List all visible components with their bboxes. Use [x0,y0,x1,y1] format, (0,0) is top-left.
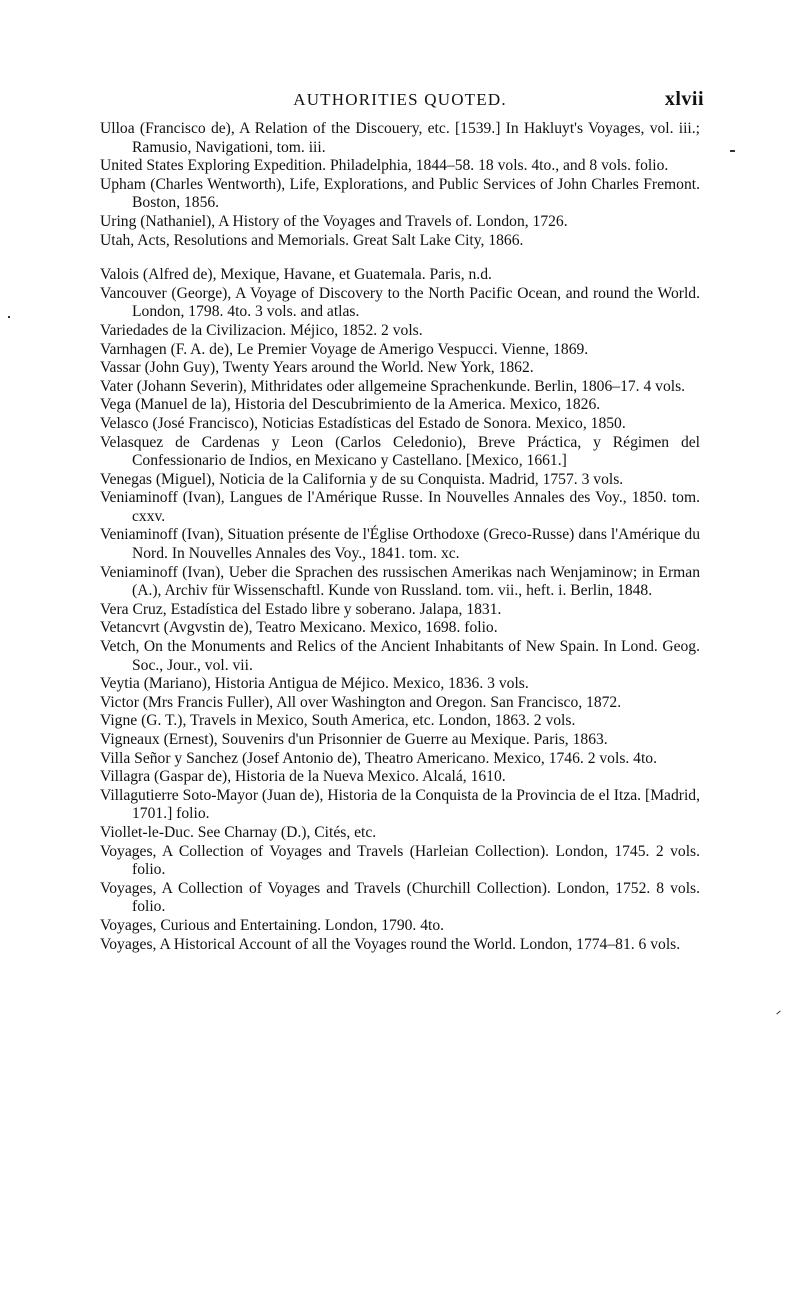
bibliography-entry: Velasco (José Francisco), Noticias Estadísticas del Estado de Sonora. Mexico, 1850. [100,414,626,432]
bibliography-entry: Utah, Acts, Resolutions and Memorials. Great Salt Lake City, 1866. [100,231,524,249]
bibliography-entry: United States Exploring Expedition. Philadelphia, 1844–58. 18 vols. 4to., and 8 vols. folio. [100,157,669,175]
bibliography-entry: Villagra (Gaspar de), Historia de la Nueva Mexico. Alcalá, 1610. [100,768,506,786]
bibliography-entry: Voyages, Curious and Entertaining. London, 1790. 4to. [100,916,445,934]
bibliography-entry: Venegas (Miguel), Noticia de la California y de su Conquista. Madrid, 1757. 3 vols. [100,470,624,488]
running-title: AUTHORITIES QUOTED. [293,90,507,109]
bibliography-entry: Voyages, A Historical Account of all the Voyages round the World. London, 1774–81. 6 vols. [100,935,681,953]
bibliography-section-v [100,266,700,954]
bibliography-entry: Velasquez de Cardenas y Leon (Carlos Celedonio), Breve Práctica, y Régimen del Confessionario de Indios, en Mexicano y Castellano. [Mexico, 1661.] [100,433,700,470]
bibliography-entry: Vega (Manuel de la), Historia del Descubrimiento de la America. Mexico, 1826. [100,396,601,414]
bibliography-entry: Vancouver (George), A Voyage of Discovery to the North Pacific Ocean, and round the World. London, 1798. 4to. 3 vols. and atlas. [100,284,700,321]
bibliography-entry: Veytia (Mariano), Historia Antigua de Méjico. Mexico, 1836. 3 vols. [100,675,529,693]
bibliography-entry: Valois (Alfred de), Mexique, Havane, et Guatemala. Paris, n.d. [100,266,492,284]
bibliography-entry: Veniaminoff (Ivan), Ueber die Sprachen des russischen Amerikas nach Wenjaminow; in Erman (A.), Archiv für Wissenschaftl. Kunde von Russland. tom. vii., heft. i. Berlin, 1848. [100,563,700,600]
bibliography-entry: Villa Señor y Sanchez (Josef Antonio de), Theatro Americano. Mexico, 1746. 2 vols. 4to. [100,749,658,767]
bibliography-entry: Ulloa (Francisco de), A Relation of the Discouery, etc. [1539.] In Hakluyt's Voyages, vol. iii.; Ramusio, Navigationi, tom. iii. [100,120,700,156]
bibliography-entry: Vigne (G. T.), Travels in Mexico, South America, etc. London, 1863. 2 vols. [100,712,576,730]
bibliography-entry: Vetch, On the Monuments and Relics of the Ancient Inhabitants of New Spain. In Lond. Geog. Soc., Jour., vol. vii. [100,638,700,674]
running-header [100,84,704,120]
bibliography-entry: Vera Cruz, Estadística del Estado libre y soberano. Jalapa, 1831. [100,600,502,618]
bibliography-entry: Viollet-le-Duc. See Charnay (D.), Cités, etc. [100,823,377,841]
bibliography-entry: Upham (Charles Wentworth), Life, Explorations, and Public Services of John Charles Fremont. Boston, 1856. [100,175,700,212]
bibliography-entry: Vigneaux (Ernest), Souvenirs d'un Prisonnier de Guerre au Mexique. Paris, 1863. [100,731,608,748]
scan-speck [776,1011,780,1015]
book-page [100,84,704,954]
bibliography-entry: Vassar (John Guy), Twenty Years around the World. New York, 1862. [100,359,534,377]
bibliography-entry: Vater (Johann Severin), Mithridates oder allgemeine Sprachenkunde. Berlin, 1806–17. 4 vols. [100,377,686,395]
bibliography-entry: Uring (Nathaniel), A History of the Voyages and Travels of. London, 1726. [100,212,568,230]
scan-speck [730,150,735,152]
bibliography-entry: Villagutierre Soto-Mayor (Juan de), Historia de la Conquista de la Provincia de el Itza. [Madrid, 1701.] folio. [100,786,700,823]
bibliography-entry: Voyages, A Collection of Voyages and Travels (Churchill Collection). London, 1752. 8 vols. folio. [100,879,700,916]
bibliography-entry: Veniaminoff (Ivan), Langues de l'Amérique Russe. In Nouvelles Annales des Voy., 1850. tom. cxxv. [100,489,700,525]
scan-speck [8,316,10,318]
bibliography-entry: Voyages, A Collection of Voyages and Travels (Harleian Collection). London, 1745. 2 vols. folio. [100,842,700,879]
bibliography-entry: Victor (Mrs Francis Fuller), All over Washington and Oregon. San Francisco, 1872. [100,693,622,711]
bibliography-entry: Vetancvrt (Avgvstin de), Teatro Mexicano. Mexico, 1698. folio. [100,619,498,637]
bibliography-entry: Variedades de la Civilizacion. Méjico, 1852. 2 vols. [100,321,423,339]
page-number: xlvii [664,88,704,110]
bibliography-entry: Varnhagen (F. A. de), Le Premier Voyage de Amerigo Vespucci. Vienne, 1869. [100,340,589,358]
section-divider [100,250,700,266]
bibliography-section-u [100,120,700,250]
bibliography-entry: Veniaminoff (Ivan), Situation présente de l'Église Orthodoxe (Greco-Russe) dans l'Amérique du Nord. In Nouvelles Annales des Voy., 1841. tom. xc. [100,526,700,563]
